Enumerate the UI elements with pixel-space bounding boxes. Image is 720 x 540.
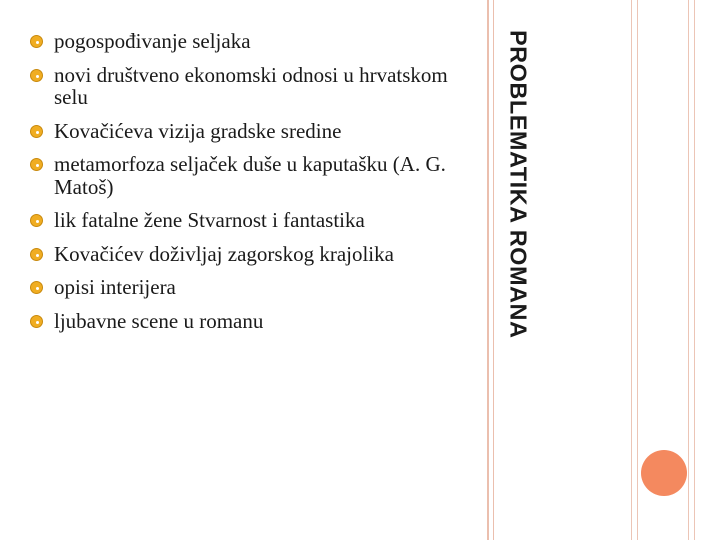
bullet-text: Kovačićev doživljaj zagorskog krajolika <box>54 241 394 266</box>
bullet-icon <box>30 158 43 171</box>
list-item <box>34 209 474 232</box>
vertical-rule-left-thin <box>493 0 494 540</box>
vertical-rule-right-4 <box>694 0 695 540</box>
vertical-rule-right-1 <box>631 0 632 540</box>
vertical-rule-right-3 <box>688 0 689 540</box>
bullet-text: Kovačićeva vizija gradske sredine <box>54 118 342 143</box>
bullet-icon <box>30 315 43 328</box>
vertical-rule-right-2 <box>637 0 638 540</box>
list-item <box>34 310 474 333</box>
bullet-text: metamorfoza seljaček duše u kaputašku (A. G. Matoš) <box>54 152 446 199</box>
bullet-icon <box>30 281 43 294</box>
bullet-text: novi društveno ekonomski odnosi u hrvatskom selu <box>54 62 448 109</box>
bullet-list <box>34 30 474 343</box>
bullet-text: lik fatalne žene Stvarnost i fantastika <box>54 208 365 232</box>
bullet-text: opisi interijera <box>54 275 176 299</box>
list-item <box>34 64 474 109</box>
list-item <box>34 243 474 266</box>
bullet-icon <box>30 214 43 227</box>
bullet-icon <box>30 35 43 48</box>
bullet-text: ljubavne scene u romanu <box>54 308 264 333</box>
slide-title: PROBLEMATIKA ROMANA <box>505 30 531 339</box>
bullet-text: pogospođivanje seljaka <box>54 29 251 53</box>
bullet-icon <box>30 248 43 261</box>
list-item <box>34 120 474 143</box>
bullet-icon <box>30 69 43 82</box>
list-item <box>34 153 474 198</box>
accent-circle-icon <box>641 450 687 496</box>
vertical-rule-left <box>487 0 489 540</box>
title-container <box>480 30 555 440</box>
list-item <box>34 30 474 53</box>
bullet-icon <box>30 125 43 138</box>
list-item <box>34 276 474 299</box>
